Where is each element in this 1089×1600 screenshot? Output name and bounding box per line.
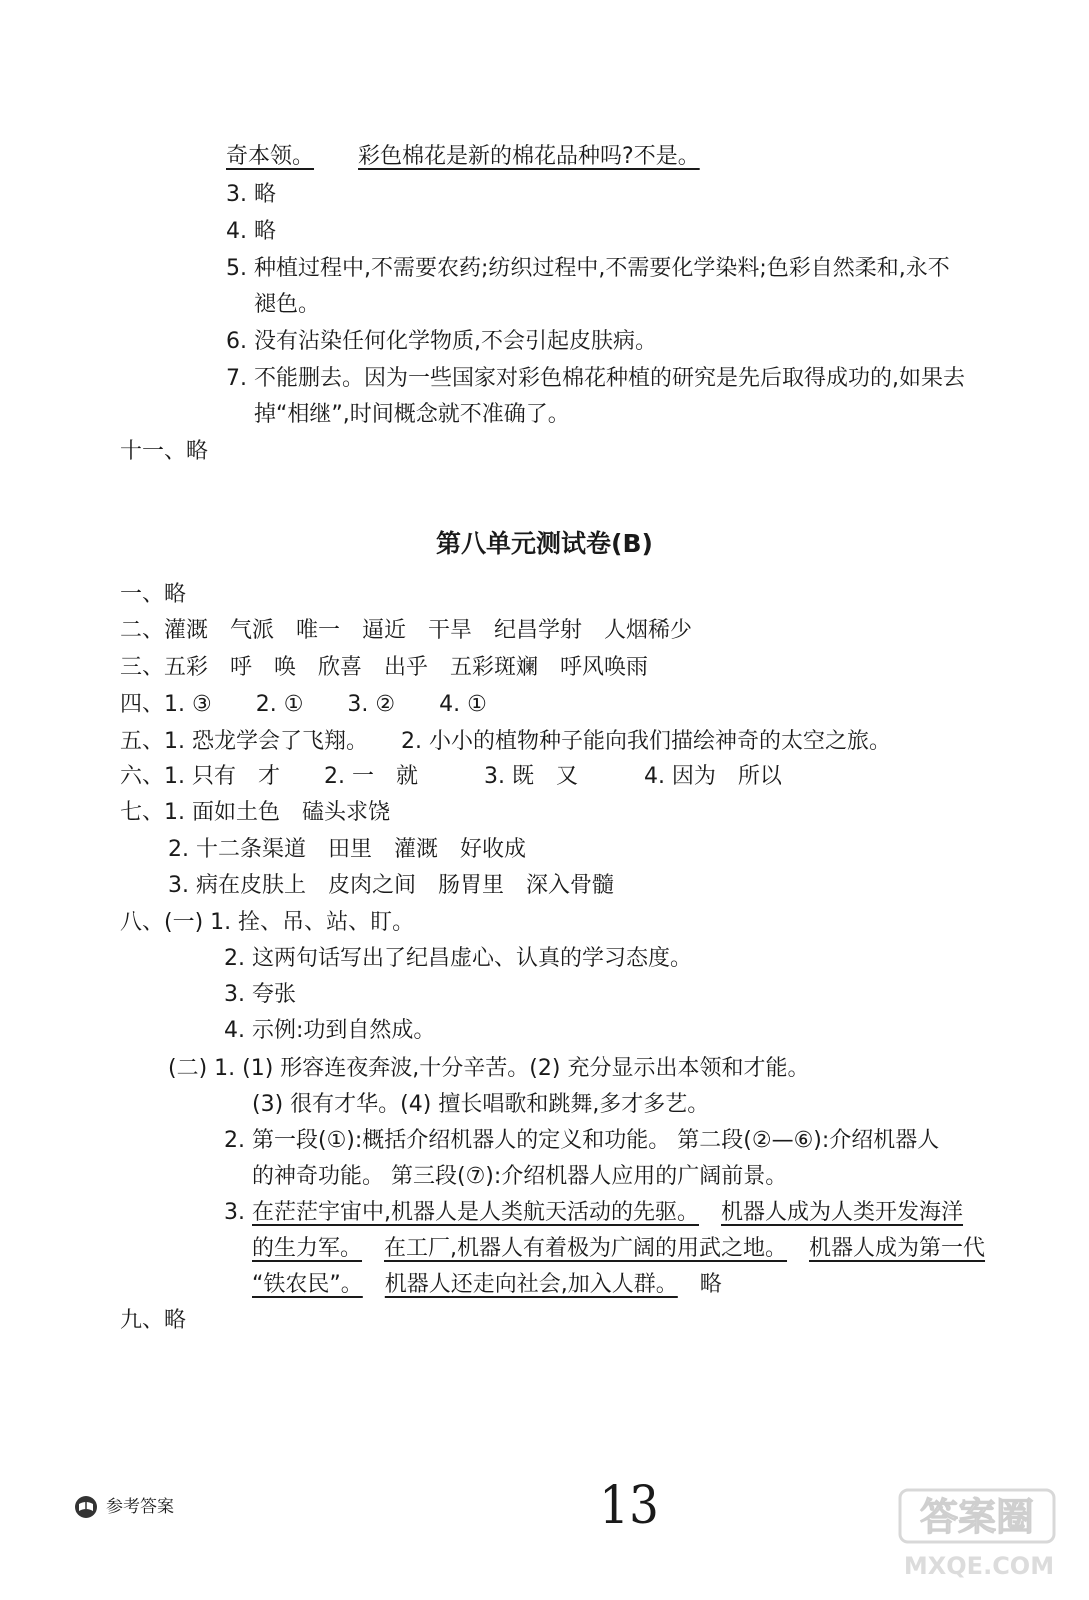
- answer-line: [252, 1234, 985, 1264]
- underlined-answer: 机器人成为第一代: [809, 1236, 986, 1261]
- answer-line: 3. 略: [226, 182, 276, 207]
- underlined-answer: “铁农民”。: [252, 1272, 363, 1297]
- footer-label: 参考答案: [106, 1497, 174, 1517]
- answer-line: [252, 1270, 722, 1300]
- answer-line: 褪色。: [254, 292, 321, 317]
- page-number: 13: [599, 1476, 659, 1536]
- answer-line: 4. 略: [226, 219, 276, 244]
- underlined-answer: 在工厂,机器人有着极为广阔的用武之地。: [384, 1236, 788, 1261]
- underlined-answer: 奇本领。: [226, 144, 315, 169]
- answer-line: (3) 很有才华。(4) 擅长唱歌和跳舞,多才多艺。: [252, 1092, 710, 1117]
- answer-line: 5. 种植过程中,不需要农药;纺织过程中,不需要化学染料;色彩自然柔和,永不: [226, 256, 950, 281]
- section-answer: 八、(一) 1. 拴、吊、站、盯。: [120, 910, 415, 935]
- watermark-text: 答案圈: [919, 1495, 1035, 1539]
- answer-line: 2. 这两句话写出了纪昌虚心、认真的学习态度。: [224, 946, 692, 971]
- answer-line: 3. 病在皮肤上 皮肉之间 肠胃里 深入骨髓: [168, 873, 614, 898]
- section-answer: 五、1. 恐龙学会了飞翔。 2. 小小的植物种子能向我们描绘神奇的太空之旅。: [120, 729, 891, 754]
- page-title: 第八单元测试卷(B): [436, 529, 653, 558]
- answer-line: [226, 142, 700, 172]
- answer-line: 7. 不能删去。因为一些国家对彩色棉花种植的研究是先后取得成功的,如果去: [226, 366, 965, 391]
- answer-line: 掉“相继”,时间概念就不准确了。: [254, 402, 570, 427]
- watermark-logo: [896, 1486, 1066, 1586]
- watermark-url: MXQE.COM: [903, 1552, 1055, 1580]
- answer-line: 的神奇功能。 第三段(⑦):介绍机器人应用的广阔前景。: [252, 1164, 788, 1189]
- answer-line: 6. 没有沾染任何化学物质,不会引起皮肤病。: [226, 329, 657, 354]
- item-number: 3.: [224, 1200, 245, 1225]
- underlined-answer: 机器人还走向社会,加入人群。: [384, 1272, 678, 1297]
- underlined-answer: 机器人成为人类开发海洋: [721, 1200, 964, 1225]
- answer-line: 2. 十二条渠道 田里 灌溉 好收成: [168, 837, 526, 862]
- section-answer: 十一、略: [120, 439, 209, 464]
- section-answer: 四、1. ③ 2. ① 3. ② 4. ①: [120, 692, 487, 717]
- section-answer: 二、灌溉 气派 唯一 逼近 干旱 纪昌学射 人烟稀少: [120, 618, 693, 643]
- section-answer: 九、略: [120, 1308, 187, 1333]
- section-answer: 六、1. 只有 才 2. 一 就 3. 既 又 4. 因为 所以: [120, 764, 782, 789]
- answer-line: [224, 1198, 963, 1228]
- underlined-answer: 的生力军。: [252, 1236, 363, 1261]
- underlined-answer: 彩色棉花是新的棉花品种吗?不是。: [358, 144, 700, 169]
- underlined-answer: 在茫茫宇宙中,机器人是人类航天活动的先驱。: [252, 1200, 699, 1225]
- answer-line: (二) 1. (1) 形容连夜奔波,十分辛苦。(2) 充分显示出本领和才能。: [168, 1056, 810, 1081]
- answer-book-icon: [74, 1495, 98, 1519]
- answer-line: 2. 第一段(①):概括介绍机器人的定义和功能。 第二段(②—⑥):介绍机器人: [224, 1128, 940, 1153]
- section-answer: 七、1. 面如土色 磕头求饶: [120, 800, 390, 825]
- section-answer: 一、略: [120, 582, 187, 607]
- answer-text: 略: [699, 1272, 722, 1297]
- section-answer: 三、五彩 呼 唤 欣喜 出乎 五彩斑斓 呼风唤雨: [120, 655, 649, 680]
- answer-line: 4. 示例:功到自然成。: [224, 1018, 436, 1043]
- answer-line: 3. 夸张: [224, 982, 296, 1007]
